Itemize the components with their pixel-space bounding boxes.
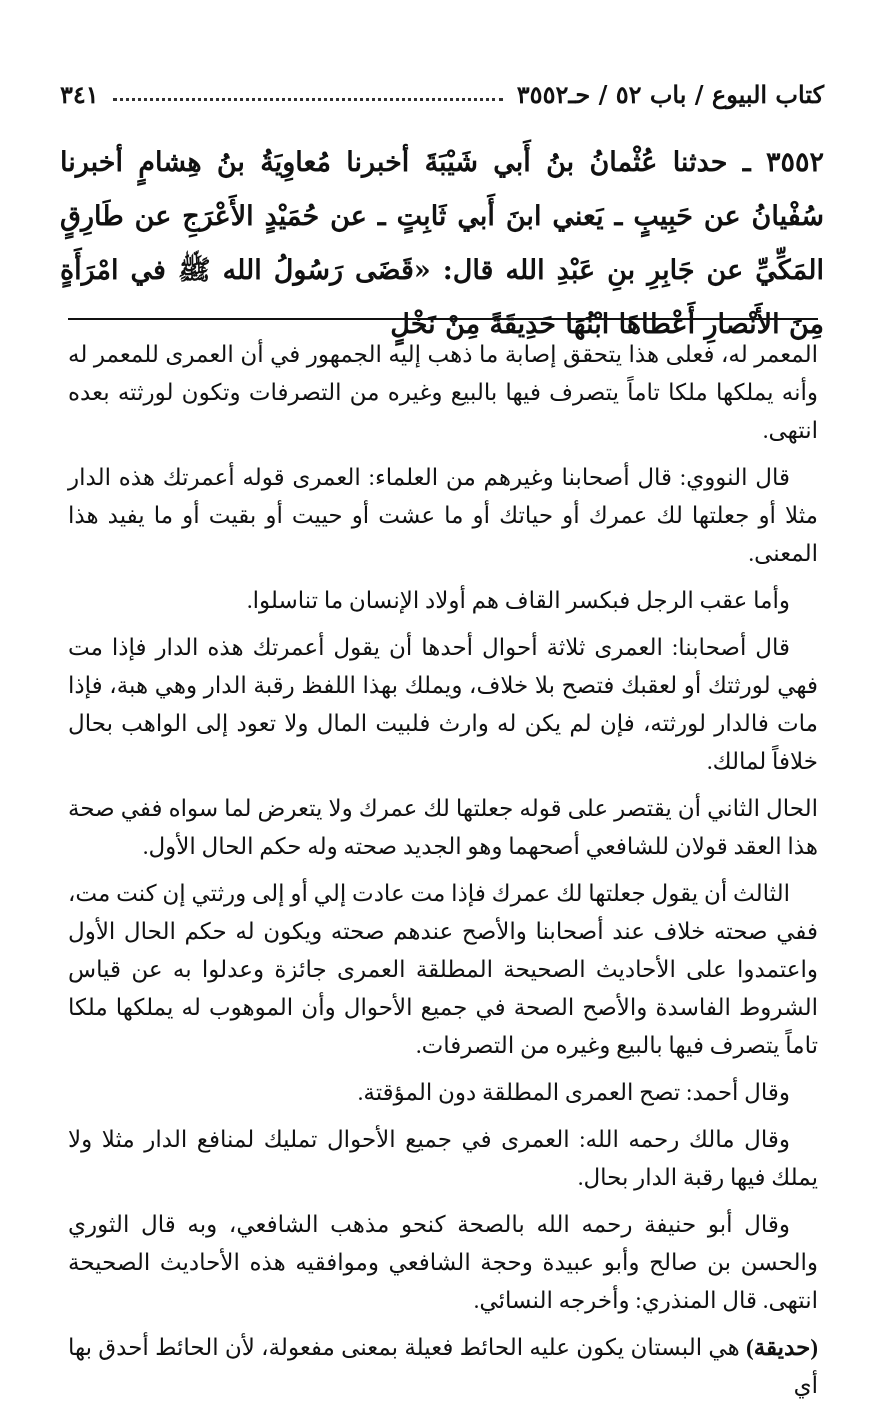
running-title: كتاب البيوع / باب ٥٢ / حـ٣٥٥٢	[516, 80, 824, 109]
commentary-paragraph: قال أصحابنا: العمرى ثلاثة أحوال أحدها أن يقول أعمرتك هذه الدار فإذا مت فهي لورثتك أو لعقبك فتصح بلا خلاف، ويملك بهذا اللفظ رقبة الدار وهي هبة، فإذا مات فالدار لورثته، فإن لم يكن له وارث فلبيت المال ولا تعود إلى الواهب بحال خلافاً لمالك.	[68, 635, 818, 774]
commentary-paragraph: الحال الثاني أن يقتصر على قوله جعلتها لك عمرك ولا يتعرض لما سواه ففي صحة هذا العقد قولان للشافعي أصحهما وهو الجديد صحته وله حكم الحال الأول.	[68, 796, 818, 859]
commentary-paragraph: المعمر له، فعلى هذا يتحقق إصابة ما ذهب إليه الجمهور في أن العمرى للمعمر له وأنه يملكها ملكا تاماً يتصرف فيها بالبيع وغيره من التصرفات وتكون لورثته بعده انتهى.	[68, 342, 818, 443]
glossary-definition: هي البستان يكون عليه الحائط فعيلة بمعنى مفعولة، لأن الحائط أحدق بها أي	[68, 1335, 818, 1398]
footnote-divider	[68, 318, 818, 320]
commentary-paragraph: وقال أبو حنيفة رحمه الله بالصحة كنحو مذهب الشافعي، وبه قال الثوري والحسن بن صالح وأبو عبيدة وحجة الشافعي وموافقيه هذه الأحاديث الصحيحة انتهى. قال المنذري: وأخرجه النسائي.	[68, 1212, 818, 1313]
hadith-number: ٣٥٥٢ ـ	[742, 147, 824, 178]
hadith-text: حدثنا عُثْمانُ بنُ أَبي شَيْبَةَ أخبرنا مُعاوِيَةُ بنُ هِشامٍ أخبرنا سُفْيانُ عن حَبِيبٍ ـ يَعني ابنَ أَبي ثَابِتٍ ـ عن حُمَيْدٍ الأَعْرَجِ عن طَارِقٍ المَكِّيِّ عن جَابِرِ بنِ عَبْدِ الله قال: «قَضَى رَسُولُ الله ﷺ في امْرَأَةٍ مِنَ الأَنْصارِ أَعْطاهَا ابْنُهَا حَدِيقَةً مِنْ نَخْلٍ	[60, 147, 824, 340]
commentary-paragraph	[68, 1329, 818, 1405]
page-header	[60, 80, 824, 109]
commentary-paragraph: قال النووي: قال أصحابنا وغيرهم من العلماء: العمرى قوله أعمرتك هذه الدار مثلا أو جعلتها لك عمرك أو حياتك أو ما عشت أو حييت أو بقيت أو ما يفيد هذا المعنى.	[68, 465, 818, 566]
commentary-block	[68, 336, 818, 1405]
commentary-paragraph: وقال أحمد: تصح العمرى المطلقة دون المؤقتة.	[357, 1080, 790, 1105]
header-dotted-leader	[113, 88, 503, 101]
commentary-paragraph: وأما عقب الرجل فبكسر القاف هم أولاد الإنسان ما تناسلوا.	[246, 588, 790, 613]
commentary-paragraph: وقال مالك رحمه الله: العمرى في جميع الأحوال تمليك لمنافع الدار مثلا ولا يملك فيها رقبة الدار بحال.	[68, 1127, 818, 1190]
page-number: ٣٤١	[60, 80, 99, 109]
glossary-term: (حديقة)	[746, 1335, 819, 1360]
commentary-paragraph: الثالث أن يقول جعلتها لك عمرك فإذا مت عادت إلي أو إلى ورثتي إن كنت مت، ففي صحته خلاف عند أصحابنا والأصح عندهم صحته ويكون له حكم الحال الأول واعتمدوا على الأحاديث الصحيحة المطلقة العمرى جائزة وعدلوا به عن قياس الشروط الفاسدة والأصح الصحة في جميع الأحوال وأن الموهوب له يملكها ملكا تاماً يتصرف فيها بالبيع وغيره من التصرفات.	[68, 881, 818, 1058]
